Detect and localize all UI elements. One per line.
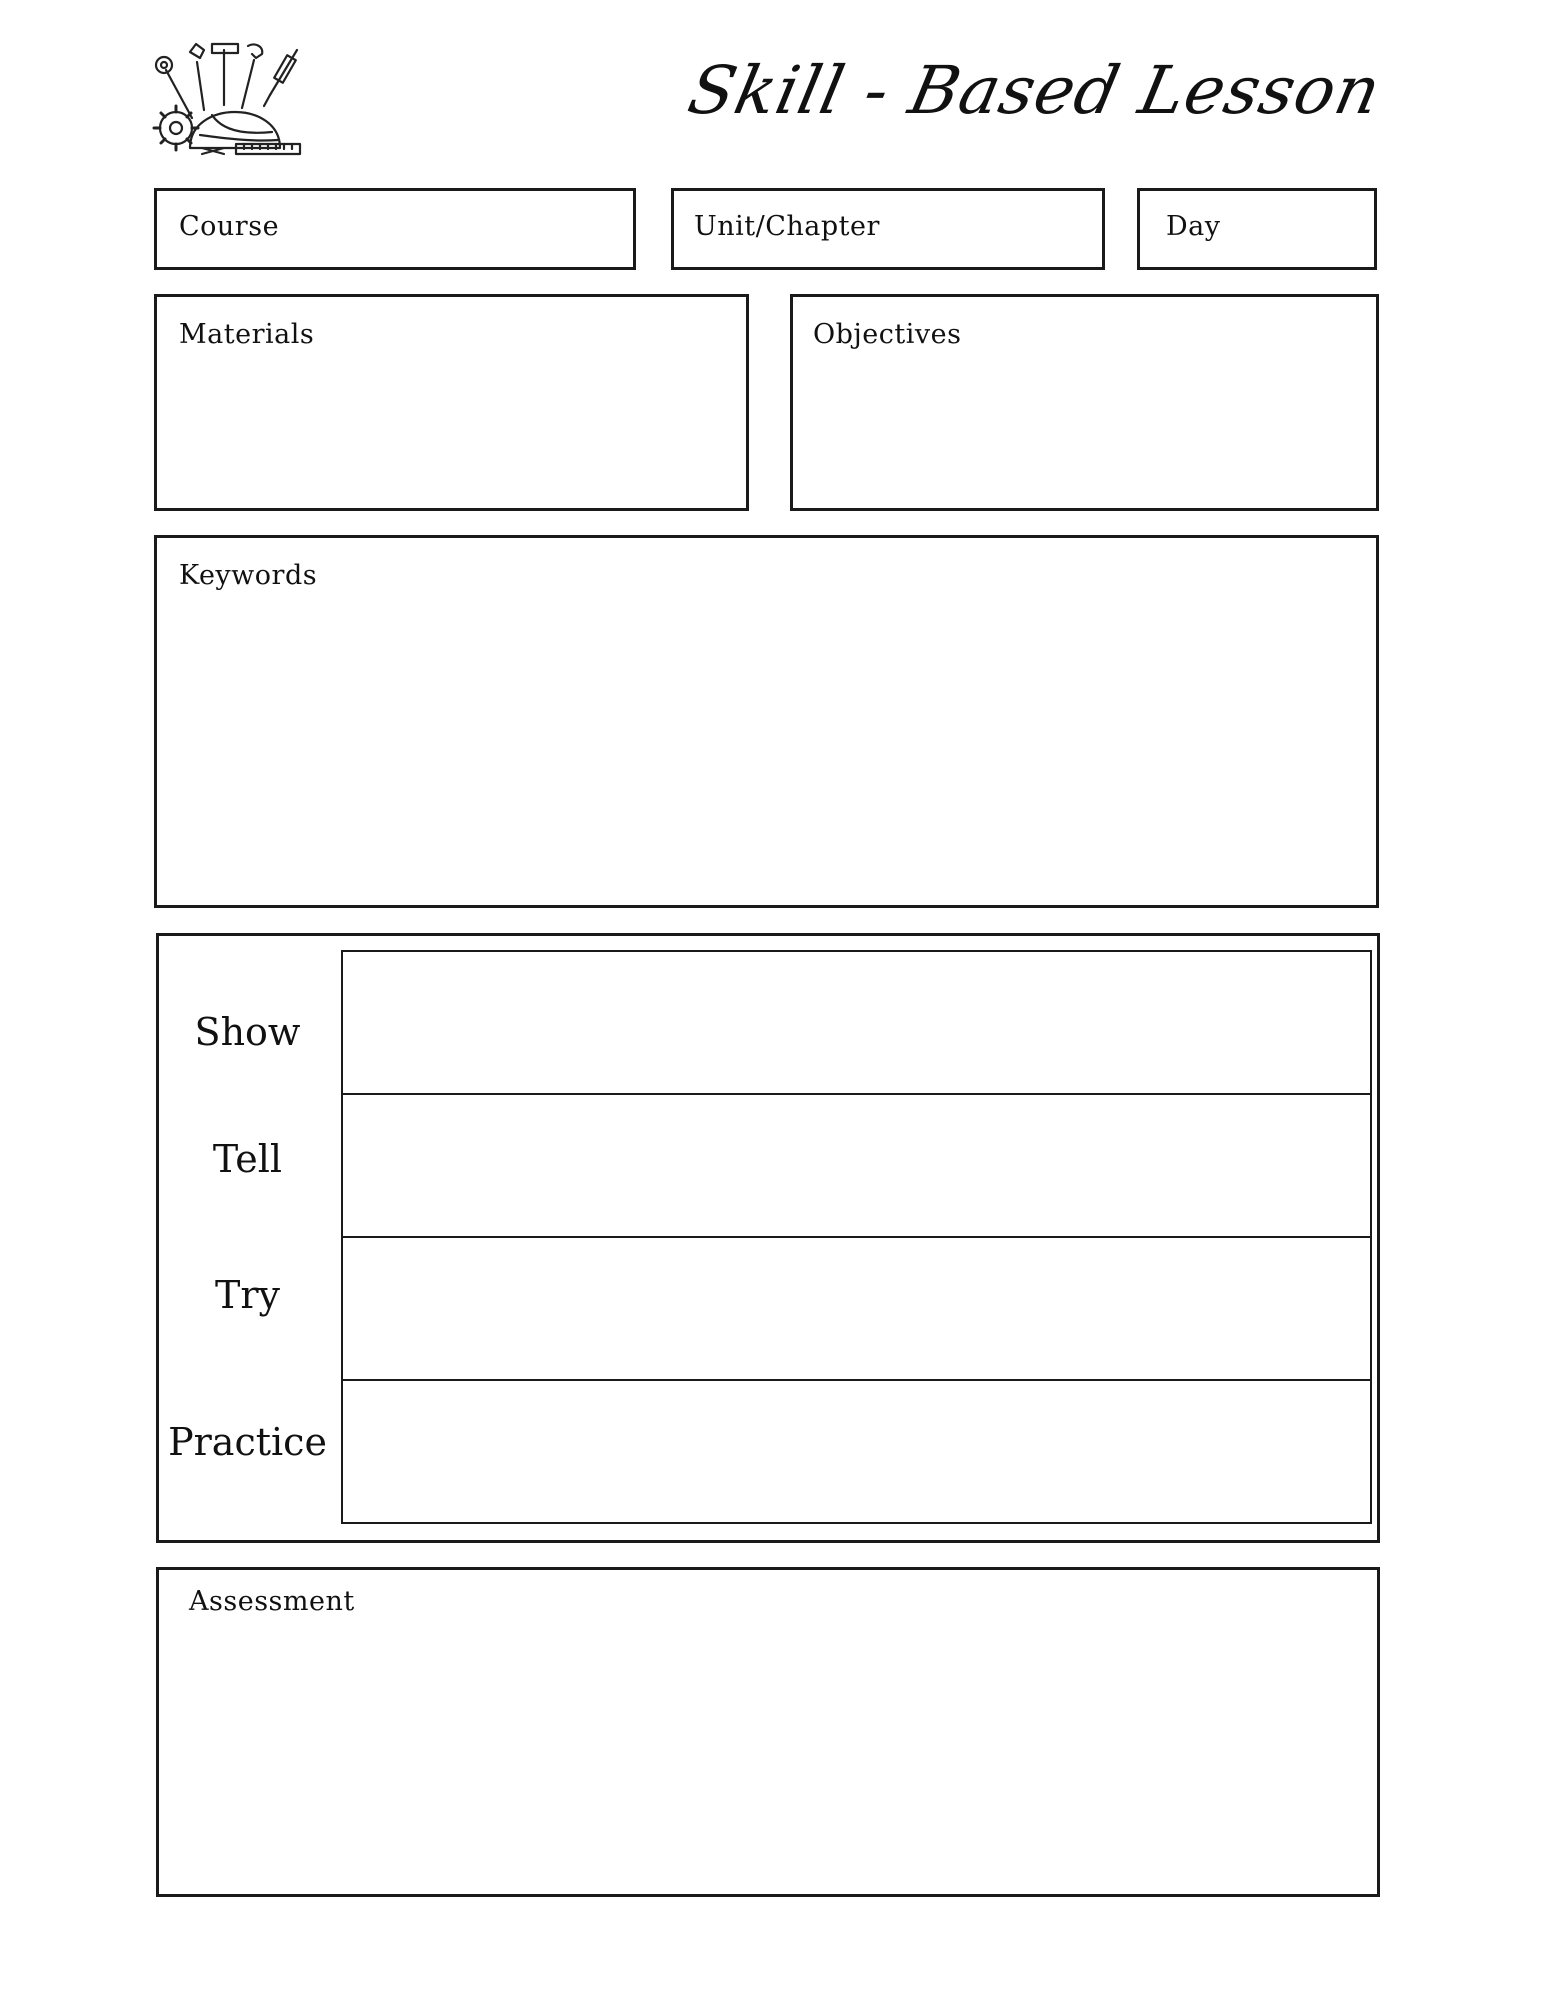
course-label: Course xyxy=(179,211,280,242)
course-field[interactable] xyxy=(154,188,636,270)
day-field[interactable] xyxy=(1137,188,1377,270)
page-title: Skill - Based Lesson xyxy=(682,52,1389,129)
objectives-field[interactable] xyxy=(790,294,1379,511)
assessment-label: Assessment xyxy=(189,1586,355,1617)
stage-label-practice: Practice xyxy=(168,1420,327,1464)
unit-chapter-field[interactable] xyxy=(671,188,1105,270)
materials-label: Materials xyxy=(179,319,315,350)
keywords-label: Keywords xyxy=(179,560,318,591)
try-row[interactable] xyxy=(341,1236,1372,1381)
stage-label-tell: Tell xyxy=(212,1137,283,1181)
practice-row[interactable] xyxy=(341,1379,1372,1524)
tell-row[interactable] xyxy=(341,1093,1372,1238)
objectives-label: Objectives xyxy=(813,319,962,350)
unit-chapter-label: Unit/Chapter xyxy=(694,211,880,242)
tools-logo-icon xyxy=(152,40,304,160)
stage-label-try: Try xyxy=(215,1273,280,1317)
day-label: Day xyxy=(1166,211,1221,242)
materials-field[interactable] xyxy=(154,294,749,511)
stage-label-show: Show xyxy=(194,1010,301,1054)
keywords-field[interactable] xyxy=(154,535,1379,908)
show-row[interactable] xyxy=(341,950,1372,1095)
assessment-field[interactable] xyxy=(156,1567,1380,1897)
